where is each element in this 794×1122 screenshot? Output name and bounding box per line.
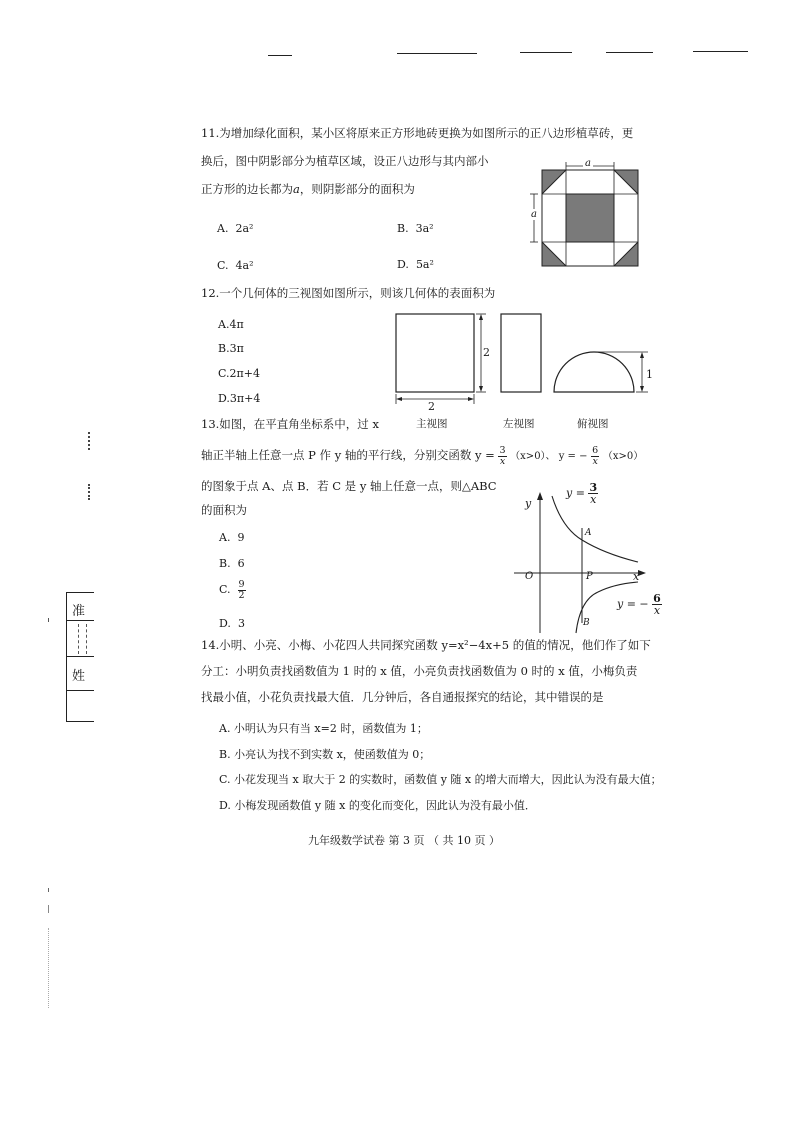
q13-graph-curve2-label: y = − $\frac{6}{x}$ xyxy=(617,592,661,617)
q11-option-a[interactable]: A. 2a² xyxy=(217,222,254,235)
q12-height-label: 2 xyxy=(483,346,490,359)
binding-dots xyxy=(88,484,92,500)
side-box-dashes xyxy=(78,624,79,654)
header-rule xyxy=(397,53,477,54)
q12-width-label: 2 xyxy=(428,400,435,413)
side-label-zhun: 准 xyxy=(72,604,86,619)
q12-caption-front: 主视图 xyxy=(416,418,448,430)
q12-option-c[interactable]: C.2π+4 xyxy=(218,367,260,380)
q12-caption-top: 俯视图 xyxy=(577,418,609,430)
q13-graph-x-label: x xyxy=(633,570,640,583)
q13-line1: 13.如图，在平直角坐标系中，过 x xyxy=(201,417,379,431)
q12-stem: 12.一个几何体的三视图如图所示，则该几何体的表面积为 xyxy=(201,286,496,300)
q11-label-a-left: a xyxy=(531,209,537,220)
q14-line3: 找最小值，小花负责找最大值．几分钟后，各自通报探究的结论，其中错误的是 xyxy=(201,690,604,704)
q12-top-view xyxy=(550,350,660,396)
q11-line3: 正方形的边长都为a，则阴影部分的面积为 xyxy=(201,182,415,196)
q12-option-a[interactable]: A.4π xyxy=(218,318,244,331)
q12-top-dim-label: 1 xyxy=(646,368,653,381)
q13-line3: 的图象于点 A、点 B．若 C 是 y 轴上任意一点，则△ABC xyxy=(201,479,497,493)
header-rule xyxy=(520,52,572,53)
side-box-divider xyxy=(66,620,94,621)
q14-option-b[interactable]: B. 小亮认为找不到实数 x，使函数值为 0； xyxy=(219,748,431,761)
q13-option-c[interactable]: C. $\frac{9}{2}$ xyxy=(219,579,245,601)
q12-side-view xyxy=(499,312,543,396)
q13-graph-y-label: y xyxy=(525,497,532,510)
q14-option-d[interactable]: D. 小梅发现函数值 y 随 x 的变化而变化，因此认为没有最小值． xyxy=(219,799,536,812)
q13-graph-point-p: P xyxy=(586,571,593,582)
q13-graph-point-a: A xyxy=(585,528,592,538)
side-label-xing: 姓 xyxy=(72,669,86,684)
header-rule xyxy=(268,55,292,56)
scan-mark xyxy=(48,905,49,913)
header-rule xyxy=(693,51,748,52)
q13-option-d[interactable]: D. 3 xyxy=(219,617,245,630)
q13-graph-origin: O xyxy=(525,571,534,582)
q14-line2: 分工：小明负责找函数值为 1 时的 x 值，小亮负责找函数值为 0 时的 x 值，小梅负责 xyxy=(201,664,638,678)
scan-mark xyxy=(48,928,50,1008)
page-footer: 九年级数学试卷 第 3 页 （ 共 10 页 ） xyxy=(308,834,500,847)
q13-line4: 的面积为 xyxy=(201,503,247,517)
q11-line1: 11.为增加绿化面积，某小区将原来正方形地砖更换为如图所示的正八边形植草砖，更 xyxy=(201,126,634,140)
margin-tick xyxy=(48,618,49,622)
q14-option-c[interactable]: C. 小花发现当 x 取大于 2 的实数时，函数值 y 随 x 的增大而增大，因此认为没有最大值； xyxy=(219,773,662,786)
q11-label-a-top: a xyxy=(585,158,591,169)
q12-front-view xyxy=(392,310,496,410)
header-rule xyxy=(606,52,653,53)
q14-line1: 14.小明、小亮、小梅、小花四人共同探究函数 y=x²−4x+5 的值的情况，他们作了如下 xyxy=(201,638,651,652)
q13-fraction-2: $\frac{6}{x}$ xyxy=(592,445,599,467)
q13-line2: 轴正半轴上任意一点 P 作 y 轴的平行线，分别交函数 y = $\frac{3}{x}$ （x>0）、 y = − $\frac{6}{x}$ （x>0） xyxy=(201,445,644,467)
q13-graph-curve1-label: y = $\frac{3}{x}$ xyxy=(566,481,598,506)
binding-dots xyxy=(88,432,92,450)
q11-option-c[interactable]: C. 4a² xyxy=(217,259,254,272)
q14-option-a[interactable]: A. 小明认为只有当 x=2 时，函数值为 1； xyxy=(219,722,428,735)
q11-option-d[interactable]: D. 5a² xyxy=(397,258,434,271)
q11-line2: 换后，图中阴影部分为植草区域，设正八边形与其内部小 xyxy=(201,154,489,168)
q12-option-d[interactable]: D.3π+4 xyxy=(218,392,261,405)
scan-mark xyxy=(48,888,49,892)
q13-graph-point-b: B xyxy=(583,618,590,628)
side-box-dashes xyxy=(86,624,87,654)
q11-option-b[interactable]: B. 3a² xyxy=(397,222,434,235)
q12-option-b[interactable]: B.3π xyxy=(218,342,244,355)
side-box-divider xyxy=(66,656,94,657)
q13-option-a[interactable]: A. 9 xyxy=(219,531,245,544)
side-box-divider xyxy=(66,690,94,691)
q12-caption-side: 左视图 xyxy=(503,418,535,430)
q13-option-b[interactable]: B. 6 xyxy=(219,557,245,570)
q11-octagon-figure xyxy=(542,170,638,266)
q13-fraction-1: $\frac{3}{x}$ xyxy=(499,445,506,467)
